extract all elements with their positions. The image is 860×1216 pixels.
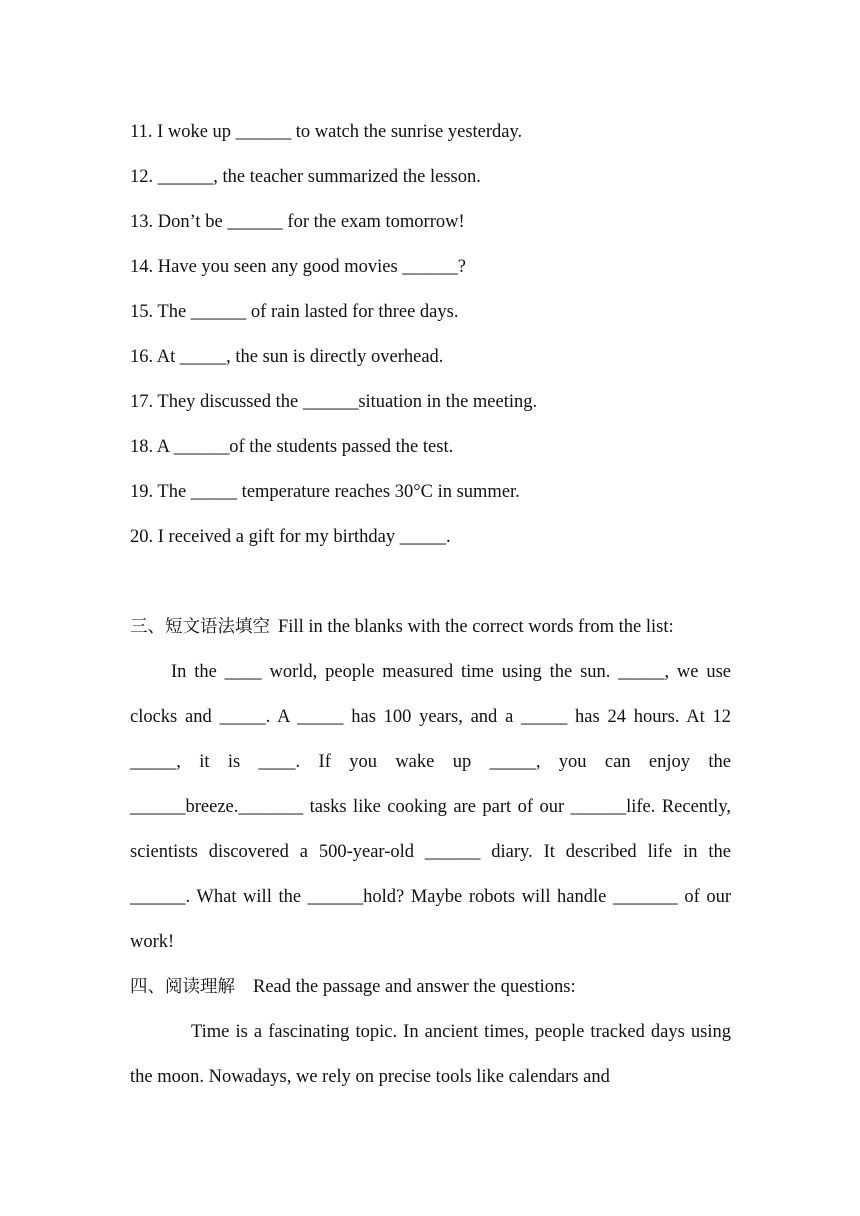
- question-17: 17. They discussed the ______situation in the meeting.: [130, 392, 538, 412]
- section-4-heading: [130, 965, 731, 1010]
- question-20: 20. I received a gift for my birthday _____.: [130, 527, 451, 547]
- question-list: [130, 110, 731, 560]
- question-14: 14. Have you seen any good movies ______?: [130, 257, 467, 277]
- question-15: 15. The ______ of rain lasted for three days.: [130, 302, 459, 322]
- section-4-passage: Time is a fascinating topic. In ancient times, people tracked days using the moon. Nowadays, we rely on precise tools like calendars and: [130, 1022, 731, 1087]
- section-4-title-cn: 四、阅读理解: [130, 977, 235, 997]
- question-19: 19. The _____ temperature reaches 30°C in summer.: [130, 482, 520, 502]
- question-13: 13. Don’t be ______ for the exam tomorrow!: [130, 212, 465, 232]
- question-16: 16. At _____, the sun is directly overhead.: [130, 347, 444, 367]
- section-spacer: [130, 560, 731, 605]
- section-4-title-en: Read the passage and answer the questions:: [253, 977, 576, 997]
- worksheet-page: [130, 110, 731, 1100]
- section-3-title-en: Fill in the blanks with the correct words from the list:: [278, 617, 674, 637]
- section-3-heading: [130, 605, 731, 650]
- section-3-passage: In the ____ world, people measured time using the sun. _____, we use clocks and _____. A _____ has 100 years, and a _____ has 24 hours. At 12 _____, it is ____. If you wake up _____, you can enjoy the ______breeze._______ tasks like cooking are part of our ______life. Recently, scientists discovered a 500-year-old ______ diary. It described life in the ______. What will the ______hold? Maybe robots will handle _______ of our work!: [130, 662, 731, 952]
- question-11: 11. I woke up ______ to watch the sunrise yesterday.: [130, 122, 523, 142]
- question-18: 18. A ______of the students passed the test.: [130, 437, 454, 457]
- section-3-title-cn: 三、短文语法填空: [130, 617, 270, 637]
- question-12: 12. ______, the teacher summarized the lesson.: [130, 167, 481, 187]
